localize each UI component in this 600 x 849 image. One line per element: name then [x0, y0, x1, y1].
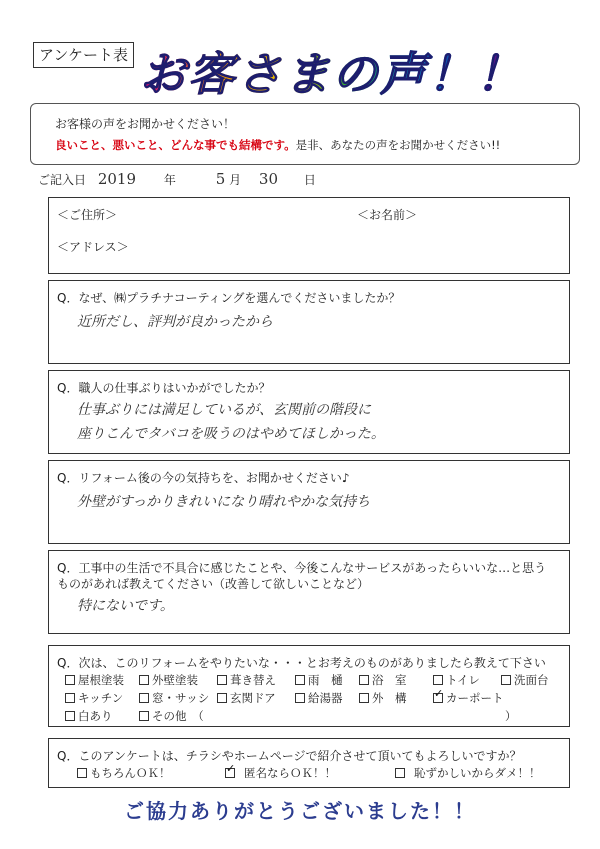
intro-line2-rest: 是非、あなたの声をお聞かせください!! [295, 138, 501, 152]
address-label: ＜ご住所＞ [57, 208, 118, 222]
answer-4: 特にないです。 [77, 598, 174, 614]
reform-option-water-heater[interactable] [295, 690, 343, 706]
permission-box [48, 738, 570, 788]
answer-3: 外壁がすっかりきれいになり晴れやかな気持ち [77, 494, 371, 510]
question-box-4 [48, 550, 570, 634]
option-label: 恥ずかしいからダメ！！ [414, 766, 541, 780]
option-label: カーポート [446, 691, 504, 705]
option-label: 窓・サッシ [152, 691, 210, 705]
reform-option-wall-paint[interactable] [139, 672, 198, 688]
question-1: Q．なぜ、㈱プラチナコーティングを選んでくださいましたか？ [57, 291, 401, 305]
option-label: 白あり [78, 709, 113, 723]
reform-option-exterior[interactable] [359, 690, 407, 706]
reform-option-termite[interactable] [65, 708, 113, 724]
option-label: 給湯器 [308, 691, 343, 705]
reform-option-bath[interactable] [359, 672, 407, 688]
survey-tag: アンケート表 [33, 42, 134, 68]
option-label: 匿名ならＯＫ！！ [244, 766, 336, 780]
checkbox-icon[interactable] [65, 711, 75, 721]
checkbox-icon[interactable] [217, 693, 227, 703]
reform-option-roof-paint[interactable] [65, 672, 124, 688]
option-label: 外壁塗装 [152, 673, 198, 687]
checkbox-icon[interactable] [65, 693, 75, 703]
entry-date [38, 170, 316, 188]
date-month-unit: 月 [229, 173, 242, 187]
email-label: ＜アドレス＞ [57, 240, 129, 254]
option-label: もちろんＯＫ！ [90, 766, 171, 780]
question-2: Q．職人の仕事ぶりはいかがでしたか？ [57, 381, 271, 395]
date-day: 30 [258, 170, 279, 188]
option-label: 雨 樋 [308, 673, 343, 687]
reform-option-window[interactable] [139, 690, 209, 706]
reform-option-carport[interactable] [433, 690, 504, 706]
checkbox-icon[interactable] [395, 768, 405, 778]
checkbox-icon[interactable] [217, 675, 227, 685]
option-label: 葺き替え [230, 673, 276, 687]
answer-2-line1: 仕事ぶりには満足しているが、玄関前の階段に [77, 402, 371, 418]
checkbox-icon[interactable] [359, 675, 369, 685]
date-year: 2019 [97, 170, 137, 188]
checkbox-icon[interactable] [77, 768, 87, 778]
checkbox-icon[interactable] [139, 675, 149, 685]
reform-option-toilet[interactable] [433, 672, 480, 688]
option-label: 外 構 [372, 691, 407, 705]
option-label: 洗面台 [514, 673, 549, 687]
answer-2-line2: 座りこんでタバコを吸うのはやめてほしかった。 [77, 426, 385, 442]
checkbox-icon[interactable] [501, 675, 511, 685]
intro-banner [30, 103, 580, 165]
checkbox-icon[interactable] [295, 693, 305, 703]
reform-option-other[interactable] [139, 708, 204, 724]
checkbox-icon[interactable] [139, 693, 149, 703]
checkbox-icon[interactable] [359, 693, 369, 703]
name-label: ＜お名前＞ [357, 208, 418, 222]
option-label: 玄関ドア [230, 691, 276, 705]
reform-option-kitchen[interactable] [65, 690, 123, 706]
reform-option-washbasin[interactable] [501, 672, 549, 688]
question-box-1 [48, 280, 570, 364]
date-year-unit: 年 [163, 173, 176, 187]
option-label: 浴 室 [372, 673, 407, 687]
checkbox-icon[interactable] [433, 675, 443, 685]
checkbox-icon[interactable] [65, 675, 75, 685]
permission-option-no[interactable] [395, 765, 541, 781]
permission-question: Q．このアンケートは、チラシやホームページで紹介させて頂いてもよろしいですか？ [57, 749, 522, 763]
reform-box [48, 645, 570, 727]
intro-line1: お客様の声をお聞かせください！ [55, 117, 236, 131]
reform-option-gutter[interactable] [295, 672, 343, 688]
date-month: 5 [215, 170, 226, 188]
page-title: お客さまの声！！ [140, 38, 524, 104]
question-4-line1: Q．工事中の生活で不具合に感じたことや、今後こんなサービスがあったらいいな…と思う [57, 561, 547, 575]
date-day-unit: 日 [303, 173, 316, 187]
reform-question: Q．次は、このリフォームをやりたいな・・・とお考えのものがありましたら教えて下さい [57, 656, 546, 670]
customer-info-box [48, 197, 570, 274]
option-label: キッチン [78, 691, 124, 705]
checkbox-checked-icon[interactable] [225, 768, 235, 778]
question-4-line2: ものがあれば教えてください（改善して欲しいことなど） [57, 577, 370, 591]
question-box-3 [48, 460, 570, 544]
permission-option-ok[interactable] [77, 765, 171, 781]
checkbox-icon[interactable] [139, 711, 149, 721]
reform-other-close-paren: ） [505, 709, 517, 723]
checkbox-icon[interactable] [295, 675, 305, 685]
question-box-2 [48, 370, 570, 454]
option-label: 屋根塗装 [78, 673, 124, 687]
question-3: Q．リフォーム後の今の気持ちを、お聞かせください♪ [57, 471, 350, 485]
reform-option-entrance-door[interactable] [217, 690, 276, 706]
reform-option-reroof[interactable] [217, 672, 276, 688]
answer-1: 近所だし、評判が良かったから [77, 314, 273, 330]
option-label: その他 （ [152, 709, 204, 723]
intro-line2-red: 良いこと、悪いこと、どんな事でも結構です。 [55, 138, 296, 152]
permission-option-anonymous[interactable] [225, 765, 336, 781]
thank-you-message: ご協力ありがとうございました！！ [124, 799, 476, 823]
date-label: ご記入日 [38, 173, 87, 187]
intro-line2 [55, 137, 500, 153]
checkbox-checked-icon[interactable] [433, 693, 443, 703]
option-label: トイレ [446, 673, 480, 687]
